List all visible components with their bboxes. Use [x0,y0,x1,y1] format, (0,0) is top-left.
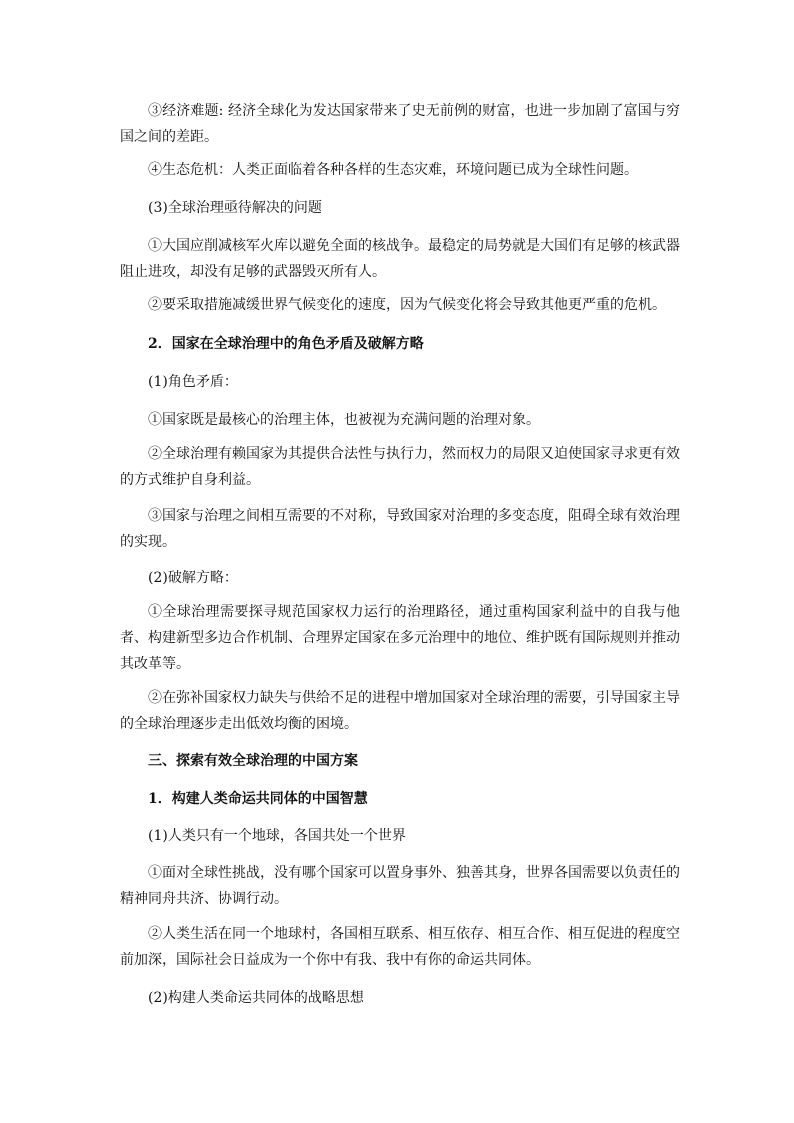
paragraph-climate-change: ②要采取措施减缓世界气候变化的速度，因为气候变化将会导致其他更严重的危机。 [148,297,666,313]
heading-state-role-contradiction: 2．国家在全球治理中的角色矛盾及破解方略 [148,336,424,352]
paragraph-state-subject-object: ①国家既是最核心的治理主体，也被视为充满问题的治理对象。 [148,412,540,428]
paragraph-global-village: ②人类生活在同一个地球村，各国相互联系、相互依存、相互合作、相互促进的程度空前加深，国际社会日益成为一个你中有我、我中有你的命运共同体。 [120,926,680,968]
heading-governance-problems: (3)全球治理亟待解决的问题 [148,200,322,216]
heading-solution-strategy: (2)破解方略： [148,570,238,586]
paragraph-asymmetry: ③国家与治理之间相互需要的不对称，导致国家对治理的多变态度，阻碍全球有效治理的实现。 [120,508,680,550]
paragraph-global-challenges: ①面对全球性挑战，没有哪个国家可以置身事外、独善其身，世界各国需要以负责任的精神同舟共济、协调行动。 [120,865,680,907]
heading-one-earth: (1)人类只有一个地球，各国共处一个世界 [148,828,406,844]
heading-strategic-thought: (2)构建人类命运共同体的战略思想 [148,990,364,1006]
paragraph-nuclear-arsenal: ①大国应削减核军火库以避免全面的核战争。最稳定的局势就是大国们有足够的核武器阻止进攻，却没有足够的武器毁灭所有人。 [120,238,680,280]
paragraph-legitimacy-execution: ②全球治理有赖国家为其提供合法性与执行力，然而权力的局限又迫使国家寻求更有效的方式维护自身利益。 [120,446,680,488]
paragraph-increase-demand: ②在弥补国家权力缺失与供给不足的进程中增加国家对全球治理的需要，引导国家主导的全球治理逐步走出低效均衡的困境。 [120,690,680,732]
paragraph-ecological-crisis: ④生态危机：人类正面临着各种各样的生态灾难，环境问题已成为全球性问题。 [148,162,638,178]
heading-chinese-wisdom: 1．构建人类命运共同体的中国智慧 [148,791,368,807]
paragraph-economic-problem: ③经济难题: 经济全球化为发达国家带来了史无前例的财富，也进一步加剧了富国与穷国之间的差距。 [120,103,680,145]
heading-role-contradiction: (1)角色矛盾： [148,374,238,390]
paragraph-regulate-state-power: ①全球治理需要探寻规范国家权力运行的治理路径，通过重构国家利益中的自我与他者、构建新型多边合作机制、合理界定国家在多元治理中的地位、维护既有国际规则并推动其改革等。 [120,604,680,672]
heading-chinese-solution: 三、探索有效全球治理的中国方案 [148,753,358,769]
